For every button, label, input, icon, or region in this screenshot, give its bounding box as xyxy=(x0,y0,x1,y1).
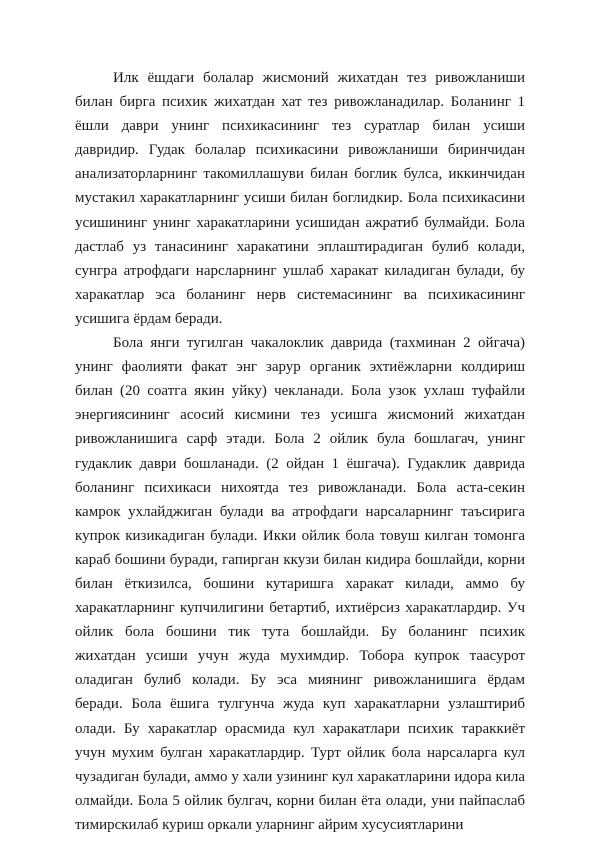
document-body xyxy=(75,66,525,837)
paragraph-1: Илк ёшдаги болалар жисмоний жихатдан тез ривожланиши билан бирга психик жихатдан хат тез ривожланадилар. Боланинг 1 ёшли даври унинг психикасининг тез суратлар билан усиши давридир. Гудак болалар психикасини ривожланиши биринчидан анализаторларнинг такомиллашуви билан боглик булса, иккинчидан мустакил харакатларнинг усиши билан боглидкир. Бола психикасини усишининг унинг харакатларини усишидан ажратиб булмайди. Бола дастлаб уз танасининг харакатини эплаштирадиган булиб колади, сунгра атрофдаги нарсларнинг ушлаб харакат киладиган булади, бу харакатлар эса боланинг нерв системасининг ва психикасининг усишига ёрдам беради. xyxy=(75,70,525,327)
paragraph-2: Бола янги тугилган чакалоклик даврида (тахминан 2 ойгача) унинг фаолияти факат энг зарур органик эхтиёжларни колдириш билан (20 соатга якин уйку) чекланади. Бола узок ухлаш туфайли энергиясининг асосий кисмини тез усишга жисмоний жихатдан ривожланишига сарф этади. Бола 2 ойлик була бошлагач, унинг гудаклик даври бошланади. (2 ойдан 1 ёшгача). Гудаклик даврида боланинг психикаси нихоятда тез ривожланади. Бола аста-секин камрок ухлайджиган булади ва атрофдаги нарсаларнинг таъсирига купрок кизикадиган булади. Икки ойлик бола товуш килган томонга караб бошини буради, гапирган ккузи билан кидира бошлайди, корни билан ёткизилса, бошини кутаришга харакат килади, аммо бу харакатларнинг купчилигини бетартиб, ихтиёрсиз харакатлардир. Уч ойлик бола бошини тик тута бошлайди. Бу боланинг психик жихатдан усиши учун жуда мухимдир. Тобора купрок таасурот оладиган булиб колади. Бу эса миянинг ривожланишига ёрдам беради. Бола ёшига тулгунча жуда куп харакатларни узлаштириб олади. Бу харакатлар орасмида кул харакатлари психик тараккиёт учун мухим булган харакатлардир. Турт ойлик бола нарсаларга кул чузадиган булади, аммо у хали узининг кул харакатларини идора кила олмайди. Бола 5 ойлик булгач, корни билан ёта олади, уни пайпаслаб тимирскилаб куриш оркали уларнинг айрим хусусиятларини xyxy=(75,335,525,833)
